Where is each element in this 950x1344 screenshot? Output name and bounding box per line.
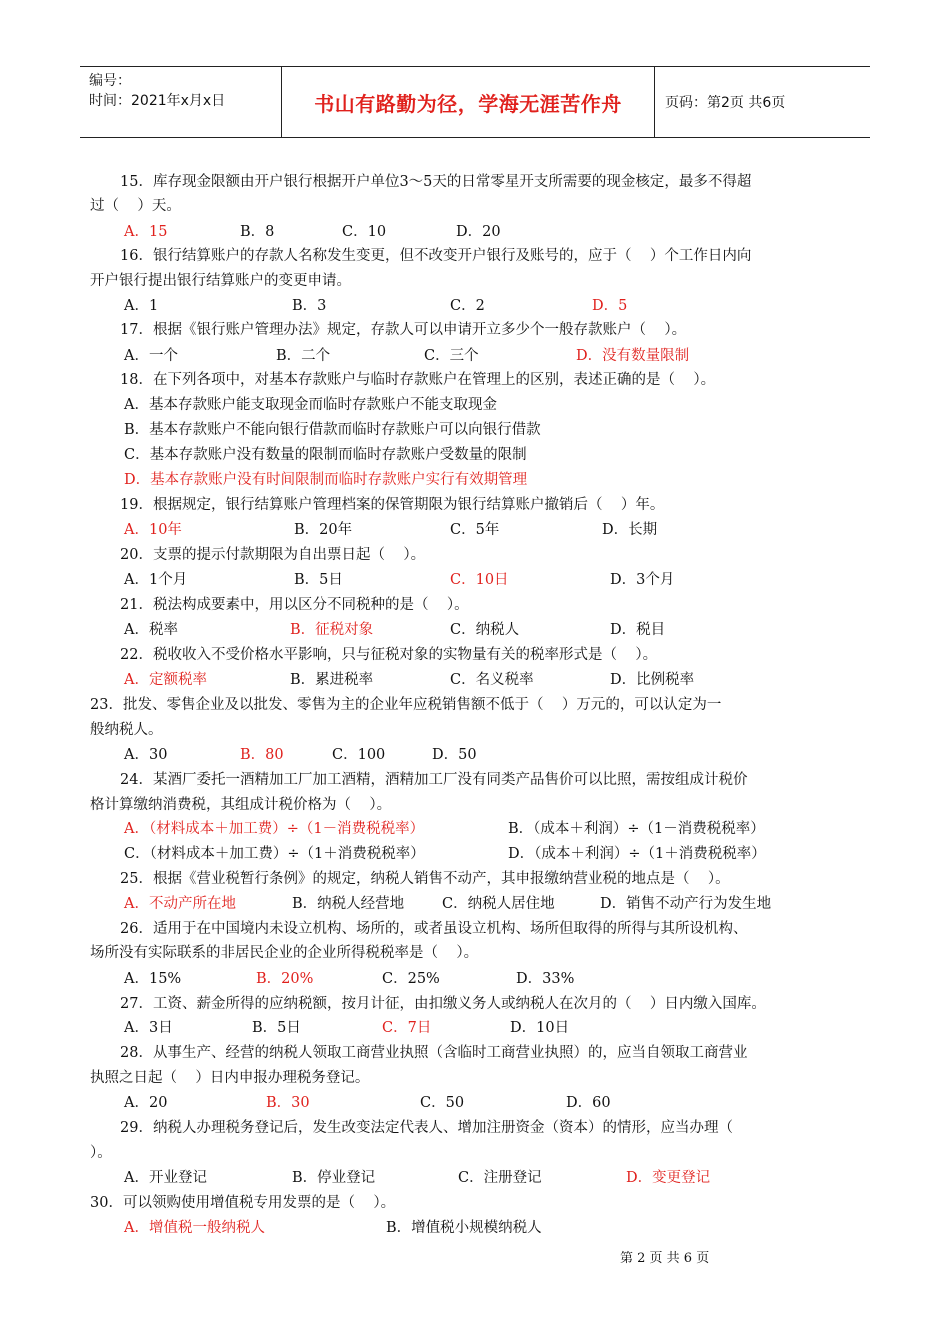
answer-option: D．长期 (602, 522, 658, 538)
answer-option: A．3日 (124, 1020, 173, 1036)
answer-option: D．10日 (510, 1020, 570, 1036)
answer-option: B．20% (256, 971, 314, 987)
question-text: 般纳税人。 (90, 722, 163, 738)
answer-option: A．定额税率 (124, 672, 207, 688)
answer-option: A．不动产所在地 (124, 896, 236, 912)
answer-option: B．8 (240, 224, 275, 240)
answer-option: B．30 (266, 1095, 310, 1111)
question-text: 场所没有实际联系的非居民企业的企业所得税税率是（ ）。 (90, 945, 479, 961)
answer-option: C．注册登记 (458, 1170, 542, 1186)
question-text: 23．批发、零售企业及以批发、零售为主的企业年应税销售额不低于（ ）万元的，可以认定为一 (90, 697, 722, 713)
answer-option: B．基本存款账户不能向银行借款而临时存款账户可以向银行借款 (124, 422, 541, 438)
question-text: 24．某酒厂委托一酒精加工厂加工酒精，酒精加工厂没有同类产品售价可以比照，需按组成计税价 (120, 772, 748, 788)
answer-option: A．15% (124, 971, 182, 987)
answer-option: C．25% (382, 971, 440, 987)
answer-option: D．比例税率 (610, 672, 695, 688)
question-text: 28．从事生产、经营的纳税人领取工商营业执照（含临时工商营业执照）的，应当自领取工商营业 (120, 1045, 748, 1061)
answer-option: B．纳税人经营地 (292, 896, 405, 912)
answer-option: B．征税对象 (290, 622, 374, 638)
question-text: 过（ ）天。 (90, 198, 181, 214)
answer-option: A．1 (124, 298, 159, 314)
answer-option: A．开业登记 (124, 1170, 207, 1186)
question-text: 19．根据规定，银行结算账户管理档案的保管期限为银行结算账户撤销后（ ）年。 (120, 497, 665, 513)
answer-option: A．30 (124, 747, 168, 763)
page-footer: 第 2 页 共 6 页 (620, 1251, 710, 1266)
answer-option: C．10 (342, 224, 387, 240)
answer-option: C．三个 (424, 348, 479, 364)
answer-option: A．1个月 (124, 572, 188, 588)
answer-option: A．基本存款账户能支取现金而临时存款账户不能支取现金 (124, 397, 497, 413)
answer-option: D．50 (432, 747, 477, 763)
page-header (80, 66, 870, 138)
header-meta (80, 67, 282, 137)
question-text: 25．根据《营业税暂行条例》的规定，纳税人销售不动产，其申报缴纳营业税的地点是（ ）。 (120, 871, 730, 887)
answer-option: C．名义税率 (450, 672, 534, 688)
answer-option: D．基本存款账户没有时间限制而临时存款账户实行有效期管理 (124, 472, 528, 488)
question-text: 20．支票的提示付款期限为自出票日起（ ）。 (120, 547, 426, 563)
answer-option: A．20 (124, 1095, 168, 1111)
question-text: ）。 (90, 1145, 112, 1161)
answer-option: A．税率 (124, 622, 178, 638)
answer-option: D．20 (456, 224, 501, 240)
answer-option: A．15 (124, 224, 168, 240)
answer-option: B．20年 (294, 522, 353, 538)
header-page-info: 页码：第2页 共6页 (665, 95, 786, 111)
question-text: 27．工资、薪金所得的应纳税额，按月计征，由扣缴义务人或纳税人在次月的（ ）日内缴入国库。 (120, 996, 766, 1012)
answer-option: C．50 (420, 1095, 465, 1111)
question-text: 执照之日起（ ）日内申报办理税务登记。 (90, 1070, 370, 1086)
answer-option: D．5 (592, 298, 628, 314)
answer-option: D．60 (566, 1095, 611, 1111)
number-label: 编号： (89, 73, 131, 89)
answer-option: D．3个月 (610, 572, 675, 588)
question-text: 30．可以领购使用增值税专用发票的是（ ）。 (90, 1195, 396, 1211)
answer-option: C．（材料成本＋加工费）÷（1＋消费税税率） (124, 846, 425, 862)
question-text: 开户银行提出银行结算账户的变更申请。 (90, 273, 351, 289)
question-text: 16．银行结算账户的存款人名称发生变更，但不改变开户银行及账号的，应于（ ）个工作日内向 (120, 248, 752, 264)
question-text: 18．在下列各项中，对基本存款账户与临时存款账户在管理上的区别，表述正确的是（ ）。 (120, 372, 716, 388)
answer-option: B．（成本＋利润）÷（1－消费税税率） (508, 821, 765, 837)
answer-option: B．累进税率 (290, 672, 374, 688)
answer-option: A．10年 (124, 522, 182, 538)
time-label: 时间：2021年x月x日 (89, 93, 226, 109)
question-text: 22．税收收入不受价格水平影响，只与征税对象的实物量有关的税率形式是（ ）。 (120, 647, 658, 663)
answer-option: C．基本存款账户没有数量的限制而临时存款账户受数量的限制 (124, 447, 527, 463)
answer-option: B．5日 (294, 572, 343, 588)
answer-option: B．二个 (276, 348, 331, 364)
answer-option: D．（成本＋利润）÷（1＋消费税税率） (508, 846, 766, 862)
answer-option: C．7日 (382, 1020, 432, 1036)
answer-option: D．变更登记 (626, 1170, 711, 1186)
answer-option: B．停业登记 (292, 1170, 376, 1186)
answer-option: D．33% (516, 971, 575, 987)
answer-option: C．100 (332, 747, 386, 763)
answer-option: A．增值税一般纳税人 (124, 1220, 265, 1236)
answer-option: B．增值税小规模纳税人 (386, 1220, 542, 1236)
answer-option: B．80 (240, 747, 284, 763)
answer-option: A．（材料成本＋加工费）÷（1－消费税税率） (124, 821, 425, 837)
answer-option: D．销售不动产行为发生地 (600, 896, 772, 912)
answer-option: C．5年 (450, 522, 500, 538)
answer-option: A．一个 (124, 348, 178, 364)
answer-option: C．纳税人居住地 (442, 896, 555, 912)
question-text: 21．税法构成要素中，用以区分不同税种的是（ ）。 (120, 597, 469, 613)
question-text: 格计算缴纳消费税，其组成计税价格为（ ）。 (90, 797, 392, 813)
header-motto: 书山有路勤为径，学海无涯苦作舟 (282, 67, 655, 137)
answer-option: B．5日 (252, 1020, 301, 1036)
answer-option: C．纳税人 (450, 622, 520, 638)
answer-option: C．2 (450, 298, 485, 314)
answer-option: D．税目 (610, 622, 666, 638)
question-text: 29．纳税人办理税务登记后，发生改变法定代表人、增加注册资金（资本）的情形，应当办理（ (120, 1120, 733, 1136)
answer-option: B．3 (292, 298, 327, 314)
question-text: 26．适用于在中国境内未设立机构、场所的，或者虽设立机构、场所但取得的所得与其所设机构、 (120, 921, 748, 937)
answer-option: C．10日 (450, 572, 509, 588)
question-text: 15．库存现金限额由开户银行根据开户单位3～5天的日常零星开支所需要的现金核定，最多不得超 (120, 174, 752, 190)
answer-option: D．没有数量限制 (576, 348, 690, 364)
question-text: 17．根据《银行账户管理办法》规定，存款人可以申请开立多少个一般存款账户（ ）。 (120, 322, 687, 338)
